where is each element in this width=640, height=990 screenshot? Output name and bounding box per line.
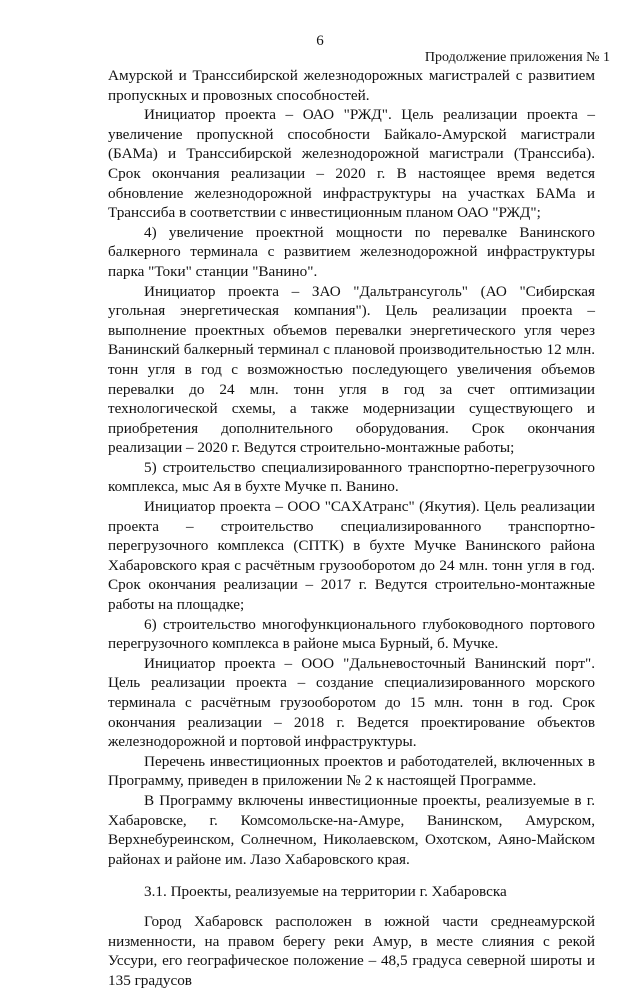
paragraph-khabarovsk-location: Город Хабаровск расположен в южной части среднеамурской низменности, на правом берегу реки Амур, в месте слияния с рекой Уссури, его географическое положение – 48,5 градуса северной широты и 135 градусов bbox=[108, 912, 595, 989]
paragraph-initiator-rzd: Инициатор проекта – ОАО "РЖД". Цель реализации проекта – увеличение пропускной способности Байкало-Амурской магистрали (БАМа) и Транссибирской железнодорожной магистрали (Транссиба). Срок окончания реализации – 2020 г. В настоящее время ведется обновление железнодорожной инфраструктуры на участках БАМа и Транссиба в соответствии с инвестиционным планом ОАО "РЖД"; bbox=[108, 106, 595, 222]
paragraph-item-5: 5) строительство специализированного транспортно-перегрузочного комплекса, мыс Ая в бухте Мучке п. Ванино. bbox=[108, 458, 595, 496]
paragraph-initiator-daltransugol: Инициатор проекта – ЗАО "Дальтрансуголь" (АО "Сибирская угольная энергетическая компания"). Цель реализации проекта – выполнение проектных объемов перевалки энергетического угля через Ванинский балкерный терминал с плановой производительностью 12 млн. тонн угля в год с возможностью последующего увеличения объемов перевалки до 24 млн. тонн угля в год за счет оптимизации технологической схемы, а также модернизации существующего и приобретения дополнительного оборудования. Срок окончания реализации – 2020 г. Ведутся строительно-монтажные работы; bbox=[108, 282, 595, 457]
appendix-continuation-note: Продолжение приложения № 1 bbox=[424, 50, 610, 65]
paragraph-initiator-vanino-port: Инициатор проекта – ООО "Дальневосточный Ванинский порт". Цель реализации проекта – создание специализированного морского терминала с расчётным грузооборотом до 15 млн. тонн в год. Срок окончания реализации – 2018 г. Ведется проектирование объектов железнодорожной и портовой инфраструктуры. bbox=[108, 654, 595, 751]
paragraph-list-reference: Перечень инвестиционных проектов и работодателей, включенных в Программу, приведен в приложении № 2 к настоящей Программе. bbox=[108, 752, 595, 790]
section-heading: 3.1. Проекты, реализуемые на территории г. Хабаровска bbox=[144, 883, 507, 901]
paragraph-program-territories: В Программу включены инвестиционные проекты, реализуемые в г. Хабаровске, г. Комсомольске-на-Амуре, Ванинском, Амурском, Верхнебуреинском, Солнечном, Николаевском, Охотском, Аяно-Майском районах и районе им. Лазо Хабаровского края. bbox=[108, 791, 595, 868]
document-body bbox=[108, 66, 595, 990]
paragraph-continued: Амурской и Транссибирской железнодорожных магистралей с развитием пропускных и провозных способностей. bbox=[108, 67, 595, 104]
paragraph-item-4: 4) увеличение проектной мощности по перевалке Ванинского балкерного терминала с развитием железнодорожной инфраструктуры парка "Токи" станции "Ванино". bbox=[108, 223, 595, 280]
paragraph-item-6: 6) строительство многофункционального глубоководного портового перегрузочного комплекса в районе мыса Бурный, б. Мучке. bbox=[108, 615, 595, 653]
page-number: 6 bbox=[316, 33, 324, 49]
paragraph-initiator-sakhatrans: Инициатор проекта – ООО "САХАтранс" (Якутия). Цель реализации проекта – строительство специализированного транспортно-перегрузочного комплекса (СПТК) в бухте Мучке Ванинского района Хабаровского края с расчётным грузооборотом до 24 млн. тонн угля в год. Срок окончания реализации – 2017 г. Ведутся строительно-монтажные работы на площадке; bbox=[108, 498, 595, 614]
